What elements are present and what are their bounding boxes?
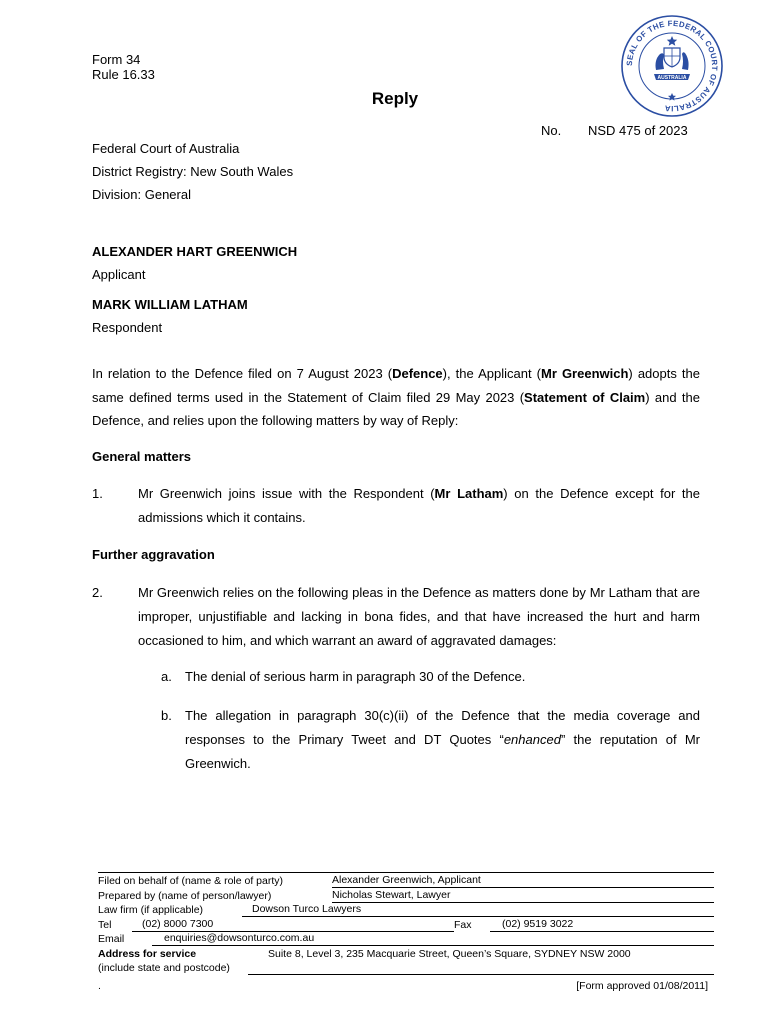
address-postcode-note: (include state and postcode): [98, 962, 230, 974]
fax-label: Fax: [454, 918, 472, 931]
law-firm-label: Law firm (if applicable): [98, 904, 204, 916]
defined-term-defence: Defence: [392, 366, 443, 381]
address-underline: [248, 961, 714, 975]
sub-paragraph-b-text: The allegation in paragraph 30(c)(ii) of the Defence that the media coverage and responses to the Primary Tweet and DT Quotes “enhanced” the reputation of Mr Greenwich.: [185, 708, 700, 771]
tel-label: Tel: [98, 918, 112, 931]
address-for-service-value: Suite 8, Level 3, 235 Macquarie Street, Queen’s Square, SYDNEY NSW 2000: [268, 947, 631, 960]
footer-row-address-sub: [98, 961, 714, 976]
heading-general-matters: General matters: [92, 449, 191, 464]
respondent-role: Respondent: [92, 320, 163, 335]
footer-row-address: [98, 947, 714, 962]
defined-term-mr-greenwich: Mr Greenwich: [540, 366, 629, 381]
seal-ring-text: SEAL OF THE FEDERAL COURT OF AUSTRALIA: [624, 18, 720, 114]
form-approved-date: [Form approved 01/08/2011]: [576, 979, 708, 992]
filed-on-behalf-label: Filed on behalf of (name & role of party): [98, 875, 284, 887]
prepared-by-label: Prepared by (name of person/lawyer): [98, 889, 272, 902]
paragraph-2-text: Mr Greenwich relies on the following pleas in the Defence as matters done by Mr Latham that are improper, unjustifiable and lacking in bona fides, and that have increased the hurt and harm occasioned to him, and which warrant an award of aggravated damages:: [138, 585, 700, 648]
footer-dot: .: [98, 979, 101, 992]
quoted-term-enhanced: enhanced: [503, 732, 561, 747]
fax-value: (02) 9519 3022: [490, 918, 714, 932]
footer-row-tel-fax: [98, 918, 714, 933]
defined-term-mr-latham: Mr Latham: [434, 486, 504, 501]
sub-paragraph-a-label: a.: [161, 669, 172, 684]
court-details: [92, 137, 293, 206]
law-firm-value: Dowson Turco Lawyers: [242, 903, 714, 917]
paragraph-2-number: 2.: [92, 585, 103, 600]
email-label: Email: [98, 933, 125, 945]
paragraph-1-text: Mr Greenwich joins issue with the Respondent (Mr Latham) on the Defence except for the admissions which it contains.: [138, 486, 700, 525]
filing-details-footer: [98, 872, 714, 993]
form-header: [92, 52, 155, 82]
applicant-role: Applicant: [92, 267, 146, 282]
tel-value: (02) 8000 7300: [132, 918, 454, 932]
prepared-by-value: Nicholas Stewart, Lawyer: [332, 889, 714, 903]
sub-paragraph-a-text: The denial of serious harm in paragraph 30 of the Defence.: [185, 669, 526, 684]
filed-on-behalf-value: Alexander Greenwich, Applicant: [332, 874, 714, 888]
court-division: Division: General: [92, 187, 191, 202]
seal-banner-text: AUSTRALIA: [657, 75, 687, 81]
file-number: NSD 475 of 2023: [588, 123, 688, 138]
defined-term-statement-of-claim: Statement of Claim: [524, 389, 646, 405]
court-name: Federal Court of Australia: [92, 141, 240, 156]
footer-row-approved: [98, 976, 714, 993]
address-for-service-label: Address for service: [98, 947, 197, 960]
footer-row-prepared: [98, 889, 714, 904]
heading-further-aggravation: Further aggravation: [92, 547, 215, 562]
file-number-label: No.: [541, 123, 562, 138]
court-registry: District Registry: New South Wales: [92, 164, 294, 179]
form-number: Form 34: [92, 52, 141, 67]
rule-number: Rule 16.33: [92, 67, 155, 82]
email-value: enquiries@dowsonturco.com.au: [152, 932, 714, 946]
intro-paragraph: In relation to the Defence filed on 7 August 2023 (Defence), the Applicant (Mr Greenwich) adopts the same defined terms used in the Statement of Claim filed 29 May 2023 (Statement of Claim) and the Defence, and relies upon the following matters by way of Reply:: [92, 366, 700, 428]
document-title: Reply: [371, 89, 419, 108]
footer-row-firm: [98, 903, 714, 918]
sub-paragraph-b-label: b.: [161, 708, 172, 723]
applicant-name: ALEXANDER HART GREENWICH: [92, 244, 298, 259]
footer-row-filed: [98, 874, 714, 889]
footer-row-email: [98, 932, 714, 947]
respondent-name: MARK WILLIAM LATHAM: [92, 297, 248, 312]
paragraph-1-number: 1.: [92, 486, 103, 501]
